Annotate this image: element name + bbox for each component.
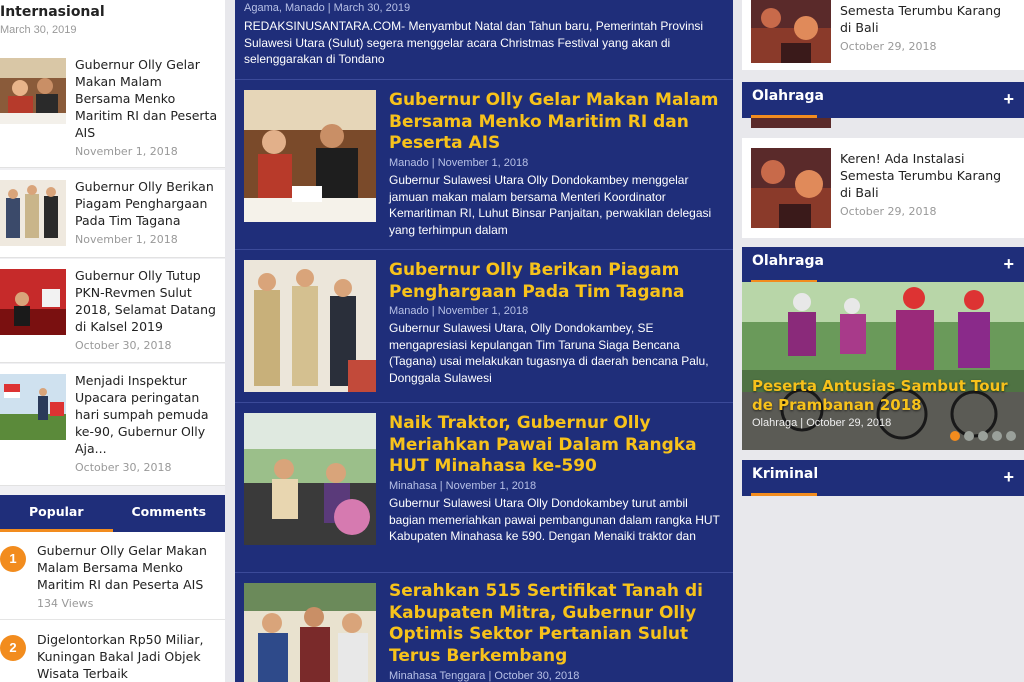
post-title[interactable]: Naik Traktor, Gubernur Olly Meriahkan Pawai Dalam Rangka HUT Minahasa ke-590 [389, 413, 697, 476]
featured-slider[interactable] [742, 282, 1024, 450]
post-meta: Agama, Manado | March 30, 2019 [244, 2, 411, 14]
tab-popular[interactable]: Popular [0, 495, 113, 532]
popular-comments-tabs [0, 495, 225, 532]
tab-comments[interactable]: Comments [131, 504, 207, 519]
post-date: October 29, 2018 [840, 205, 937, 218]
post-excerpt: Gubernur Sulawesi Utara Olly Dondokambey turut ambil bagian memeriahkan pawai pembangunan dalam rangka HUT Kabupaten Minahasa ke 590. Dengan Menaiki traktor dan [389, 496, 720, 543]
center-post[interactable] [235, 79, 733, 249]
divider [742, 118, 1024, 128]
post-thumbnail[interactable] [244, 260, 376, 392]
post-title[interactable]: Semesta Terumbu Karang di Bali [840, 3, 1002, 35]
view-count: 134 Views [37, 597, 94, 610]
slide-title[interactable]: Peserta Antusias Sambut Tour de Prambanan 2018 [752, 377, 1008, 414]
post-excerpt: REDAKSINUSANTARA.COM- Menyambut Natal dan Tahun baru, Pemerintah Provinsi Sulawesi Utara (Sulut) segera menggelar acara Christmas Festival yang akan di selenggarakan di Tondano [244, 19, 704, 66]
section-header-olahraga [742, 247, 1024, 283]
post-thumbnail[interactable] [0, 269, 66, 335]
post-thumbnail[interactable] [0, 374, 66, 440]
center-post[interactable] [235, 402, 733, 572]
post-excerpt: Gubernur Sulawesi Utara Olly Dondokambey menggelar jamuan makan malam bersama Menteri Koordinator Kemaritiman RI, Luhut Binsar Panjaitan, perwakilan delegasi yang terhimpun dalam [389, 173, 712, 237]
section-title[interactable]: Olahraga [752, 88, 824, 104]
post-thumbnail[interactable] [0, 58, 66, 124]
slider-dot[interactable] [964, 431, 974, 441]
post-date: November 1, 2018 [75, 233, 178, 246]
slide-meta: Olahraga | October 29, 2018 [752, 417, 892, 429]
post-thumbnail[interactable] [244, 413, 376, 545]
post-title[interactable]: Serahkan 515 Sertifikat Tanah di Kabupaten Mitra, Gubernur Olly Optimis Sektor Pertanian Sulut Terus Berkembang [389, 581, 703, 666]
slider-dot[interactable] [978, 431, 988, 441]
post-thumbnail[interactable] [244, 583, 376, 682]
right-post[interactable] [742, 138, 1024, 238]
post-title[interactable]: Menjadi Inspektur Upacara peringatan hari sumpah pemuda ke-90, Gubernur Olly Aja... [75, 373, 209, 456]
post-date: October 30, 2018 [75, 461, 172, 474]
left-post[interactable] [0, 170, 225, 258]
left-post[interactable] [0, 259, 225, 363]
post-meta: Minahasa | November 1, 2018 [389, 480, 537, 492]
post-excerpt: Gubernur Sulawesi Utara, Olly Dondokambey, SE mengapresiasi kepulangan Tim Taruna Siaga Bencana (Tagana) usai melakukan tugasnya di daerah bencana Palu, Donggala Sulawesi [389, 321, 709, 385]
post-title[interactable]: Gubernur Olly Berikan Piagam Penghargaan Pada Tim Tagana [75, 179, 214, 228]
left-header-card [0, 0, 225, 48]
right-post[interactable] [742, 0, 1024, 70]
left-post[interactable] [0, 48, 225, 168]
section-title: Internasional [0, 4, 105, 20]
expand-plus-icon[interactable]: + [1003, 254, 1014, 274]
expand-plus-icon[interactable]: + [1003, 467, 1014, 487]
post-meta: Minahasa Tenggara | October 30, 2018 [389, 670, 580, 682]
post-title[interactable]: Gubernur Olly Tutup PKN-Revmen Sulut 2018, Selamat Datang di Kalsel 2019 [75, 268, 216, 334]
popular-title[interactable]: Digelontorkan Rp50 Miliar, Kuningan Bakal Jadi Objek Wisata Terbaik [37, 632, 204, 681]
post-meta: Manado | November 1, 2018 [389, 157, 529, 169]
post-date: November 1, 2018 [75, 145, 178, 158]
post-thumbnail[interactable] [0, 180, 66, 246]
popular-title[interactable]: Gubernur Olly Gelar Makan Malam Bersama Menko Maritim RI dan Peserta AIS [37, 543, 207, 592]
post-thumbnail[interactable] [244, 90, 376, 222]
popular-item[interactable] [0, 532, 225, 620]
popular-list [0, 532, 225, 682]
section-date: March 30, 2019 [0, 24, 77, 36]
left-sidebar [0, 0, 225, 682]
post-title[interactable]: Gubernur Olly Gelar Makan Malam Bersama Menko Maritim RI dan Peserta AIS [389, 90, 719, 153]
popular-item[interactable] [0, 621, 225, 682]
left-post[interactable] [0, 364, 225, 486]
post-meta: Manado | November 1, 2018 [389, 305, 529, 317]
right-sidebar [742, 0, 1024, 682]
slider-dot[interactable] [992, 431, 1002, 441]
slider-dot[interactable] [950, 431, 960, 441]
section-header-olahraga [742, 82, 1024, 118]
post-title[interactable]: Keren! Ada Instalasi Semesta Terumbu Karang di Bali [840, 151, 1002, 200]
section-header-kriminal [742, 460, 1024, 496]
section-underline [751, 493, 817, 496]
section-title[interactable]: Kriminal [752, 466, 819, 482]
center-post[interactable] [235, 249, 733, 402]
center-post[interactable] [235, 572, 733, 682]
rank-badge: 2 [0, 635, 26, 661]
expand-plus-icon[interactable]: + [1003, 89, 1014, 109]
post-thumbnail[interactable] [751, 0, 831, 63]
rank-badge: 1 [0, 546, 26, 572]
main-post-list [235, 0, 733, 682]
section-title[interactable]: Olahraga [752, 253, 824, 269]
post-title[interactable]: Gubernur Olly Gelar Makan Malam Bersama Menko Maritim RI dan Peserta AIS [75, 57, 218, 140]
slider-dot[interactable] [1006, 431, 1016, 441]
slider-pagination [950, 431, 1016, 441]
post-thumbnail[interactable] [751, 148, 831, 228]
post-title[interactable]: Gubernur Olly Berikan Piagam Penghargaan Pada Tim Tagana [389, 260, 685, 302]
post-date: October 30, 2018 [75, 339, 172, 352]
post-date: October 29, 2018 [840, 40, 937, 53]
